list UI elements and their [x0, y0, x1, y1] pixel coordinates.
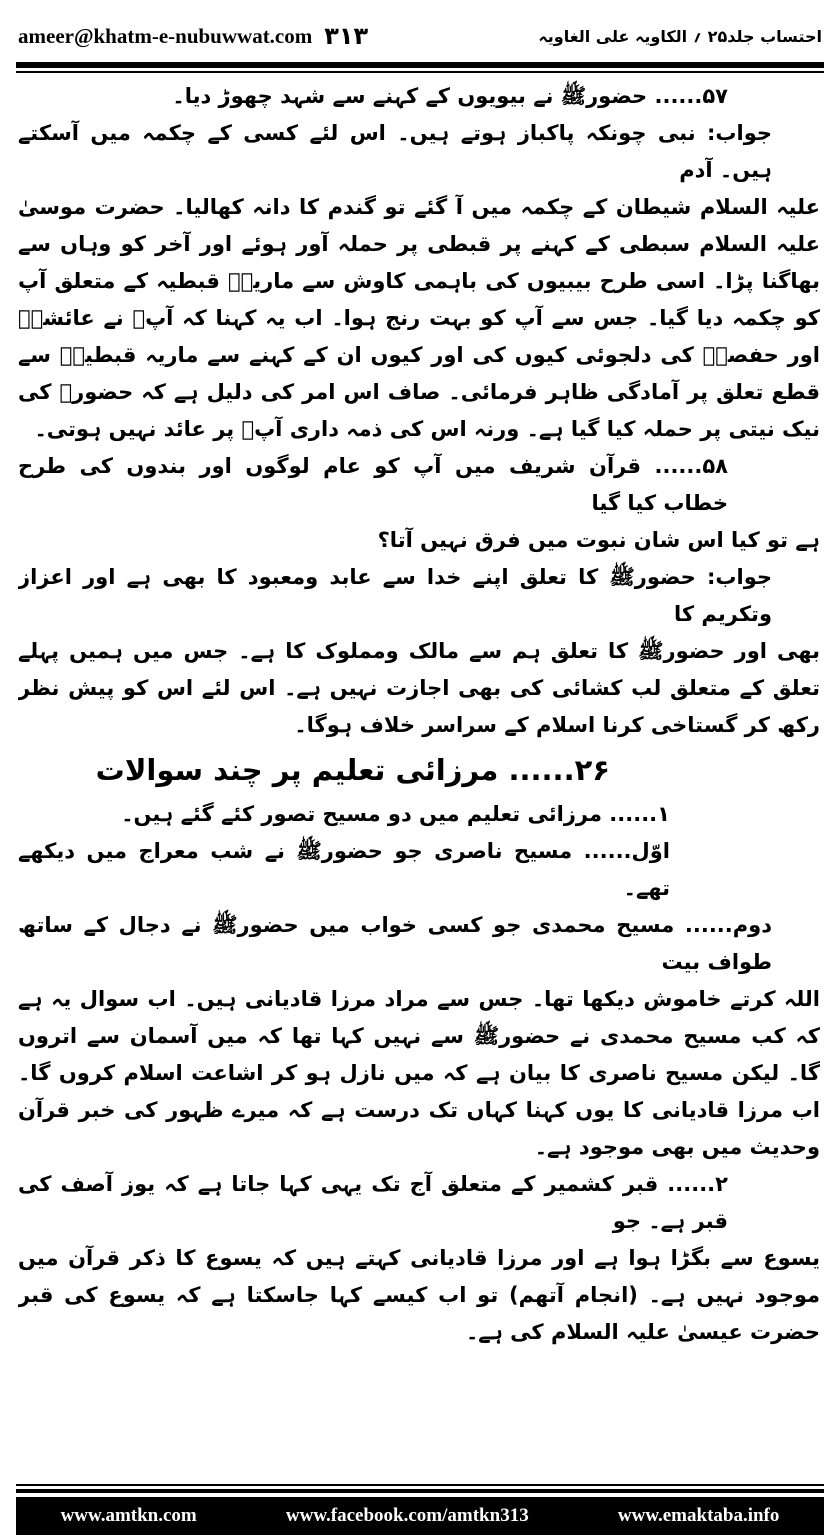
section-heading: ۲۶...... مرزائی تعلیم پر چند سوالات: [95, 753, 610, 787]
header-rule-thin: [16, 71, 824, 73]
question-58-first-line: ۵۸...... قرآن شریف میں آپ کو عام لوگوں اور بندوں کی طرح خطاب کیا گیا: [18, 454, 728, 515]
footer-rule-thin: [16, 1484, 824, 1486]
page-footer: [16, 1497, 824, 1535]
item-1: ۱...... مرزائی تعلیم میں دو مسیح تصور کئے گئے ہیں۔: [121, 802, 670, 826]
question-57: ۵۷...... حضورﷺ نے بیویوں کے کہنے سے شہد چھوڑ دیا۔: [172, 84, 728, 108]
answer-57-body: علیہ السلام شیطان کے چکمہ میں آ گئے تو گندم کا دانہ کھالیا۔ حضرت موسیٰ علیہ السلام سبطی کے کہنے پر قبطی پر حملہ آور ہوئے اور آخر کو وہاں سے بھاگنا پڑا۔ اسی طرح بیبیوں کی باہمی کاوش سے ماریہؓ قبطیہ کے متعلق آپ کو چکمہ دیا گیا۔ جس سے آپ کو بہت رنج ہوا۔ اب یہ کہنا کہ آپؐ نے عائشہؓ اور حفصہؓ کی دلجوئی کیوں کی اور کیوں ان کے کہنے سے ماریہ قبطیہؓ سے قطع تعلق پر آمادگی ظاہر فرمائی۔ صاف اس امر کی دلیل ہے کہ حضورﷺ کی نیک نیتی پر حملہ کیا گیا ہے۔ ورنہ اس کی ذمہ داری آپؐ پر عائد نہیں ہوتی۔: [18, 195, 820, 441]
page-header: [18, 16, 822, 56]
question-58-rest: ہے تو کیا اس شان نبوت میں فرق نہیں آتا؟: [377, 528, 820, 552]
answer-58-first-line: جواب: حضورﷺ کا تعلق اپنے خدا سے عابد ومعبود کا بھی ہے اور اعزاز وتکریم کا: [18, 565, 772, 626]
page-body: [18, 78, 820, 1468]
footer-link-emaktaba[interactable]: www.emaktaba.info: [617, 1505, 780, 1526]
footer-link-facebook[interactable]: www.facebook.com/amtkn313: [285, 1505, 529, 1526]
item-2-first-line: ۲...... قبر کشمیر کے متعلق آج تک یہی کہا جاتا ہے کہ یوز آصف کی قبر ہے۔ جو: [18, 1172, 728, 1233]
header-rule-thick: [16, 62, 824, 68]
footer-link-amtkn[interactable]: www.amtkn.com: [60, 1505, 197, 1526]
header-left: [18, 22, 368, 50]
book-title: احتساب جلد۲۵ ؍ الکاویہ علی الغاویہ: [538, 26, 822, 46]
footer-rule-thick: [16, 1489, 824, 1493]
answer-57-first-line: جواب: نبی چونکہ پاکباز ہوتے ہیں۔ اس لئے کسی کے چکمہ میں آسکتے ہیں۔ آدم: [18, 121, 772, 182]
answer-58-body: بھی اور حضورﷺ کا تعلق ہم سے مالک ومملوک کا ہے۔ جس میں ہمیں پہلے تعلق کے متعلق لب کشائی کی بھی اجازت نہیں ہے۔ اس لئے اس کو پیش نظر رکھ کر گستاخی کرنا اسلام کے سراسر خلاف ہوگا۔: [18, 639, 820, 737]
page-number: ٣١٣: [324, 22, 369, 50]
item-2-body: یسوع سے بگڑا ہوا ہے اور مرزا قادیانی کہتے ہیں کہ یسوع کا ذکر قرآن میں موجود نہیں ہے۔ (انجام آتھم) تو اب کیسے کہا جاسکتا ہے کہ یسوع کی قبر حضرت عیسیٰ علیہ السلام کی ہے۔: [18, 1246, 820, 1344]
item-first: اوّل...... مسیح ناصری جو حضورﷺ نے شب معراج میں دیکھے تھے۔: [18, 839, 670, 900]
header-email: ameer@khatm-e-nubuwwat.com: [18, 23, 313, 48]
item-second-body: اللہ کرتے خاموش دیکھا تھا۔ جس سے مراد مرزا قادیانی ہیں۔ اب سوال یہ ہے کہ کب مسیح محمدی نے حضورﷺ سے نہیں کہا تھا کہ میں آسمان سے اتروں گا۔ لیکن مسیح ناصری کا بیان ہے کہ میں نازل ہو کر اشاعت اسلام کروں گا۔ اب مرزا قادیانی کا یوں کہنا کہاں تک درست ہے کہ میرے ظہور کی خبر قرآن وحدیث میں بھی موجود ہے۔: [18, 987, 820, 1159]
item-second-first-line: دوم...... مسیح محمدی جو کسی خواب میں حضورﷺ نے دجال کے ساتھ طواف بیت: [18, 913, 772, 974]
